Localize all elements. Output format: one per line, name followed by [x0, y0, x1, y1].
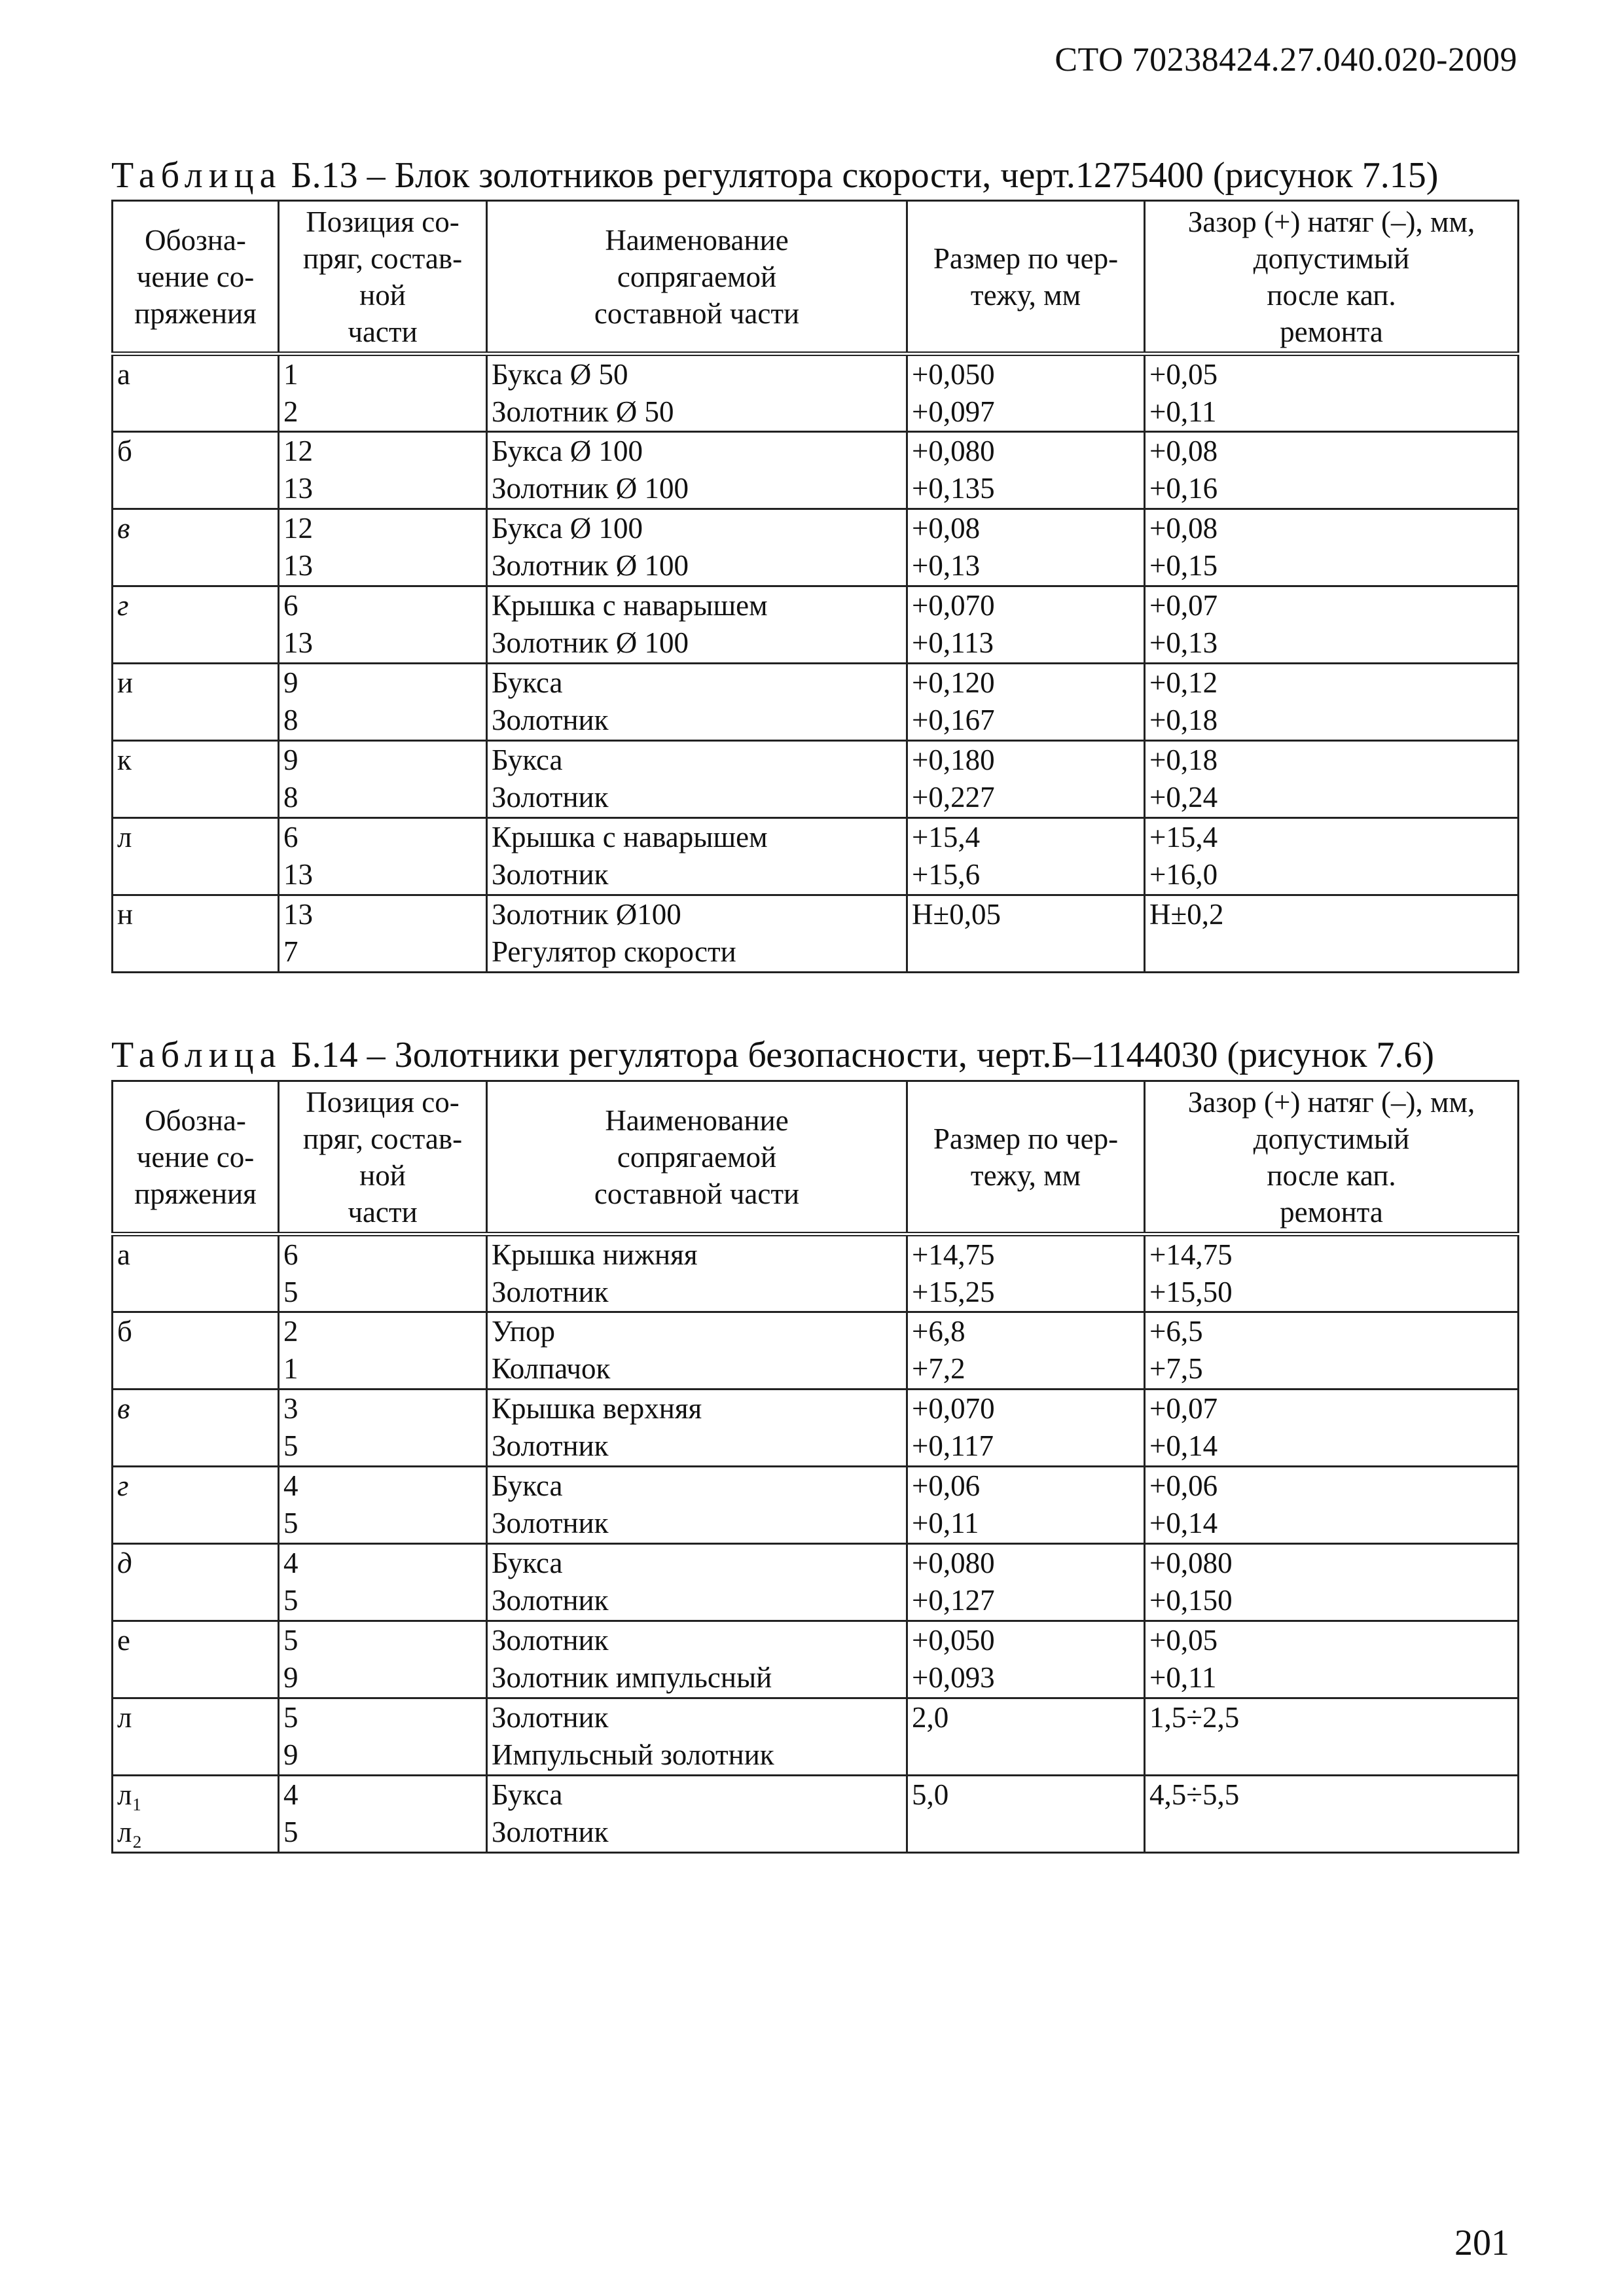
part-name-cell: [487, 741, 907, 818]
table-row: [113, 1390, 1519, 1467]
cell-line: Букса: [492, 1469, 563, 1502]
designation-cell: [113, 1776, 279, 1853]
table-row: [113, 1467, 1519, 1544]
cell-line: +0,08: [912, 512, 981, 545]
cell-line: Н±0,2: [1149, 898, 1224, 931]
cell-line: 4: [283, 1547, 298, 1579]
drawing-size-cell: [907, 1390, 1145, 1467]
header-line: части: [348, 1195, 418, 1229]
cell-line: 5: [283, 1429, 298, 1462]
column-header: [907, 1081, 1145, 1234]
clearance-cell: [1145, 1621, 1519, 1698]
clearance-cell: [1145, 1698, 1519, 1776]
cell-line: +0,06: [912, 1469, 981, 1502]
designation-cell: [113, 354, 279, 432]
cell-line: Упор: [492, 1315, 555, 1348]
cell-line: Регулятор скорости: [492, 935, 736, 968]
cell-line: Золотник: [492, 858, 609, 891]
header-line: ремонта: [1280, 1195, 1383, 1229]
designation-cell: [113, 741, 279, 818]
designation-cell: [113, 1467, 279, 1544]
table-row: [113, 586, 1519, 664]
cell-line: б: [117, 435, 132, 467]
cell-line: Золотник: [492, 1624, 609, 1657]
drawing-size-cell: [907, 1312, 1145, 1390]
position-cell: [279, 1312, 487, 1390]
designation-cell: [113, 1544, 279, 1621]
cell-line: +0,093: [912, 1661, 995, 1694]
cell-line: 9: [283, 1661, 298, 1694]
cell-line: 8: [283, 704, 298, 736]
cell-line: +0,135: [912, 472, 995, 505]
cell-line: +0,08: [1149, 435, 1218, 467]
cell-line: Букса Ø 50: [492, 358, 628, 391]
clearance-cell: [1145, 1234, 1519, 1312]
cell-line: +14,75: [1149, 1238, 1233, 1271]
header-line: чение со-: [136, 260, 255, 293]
header-line: чение со-: [136, 1140, 255, 1174]
cell-line: Золотник импульсный: [492, 1661, 772, 1694]
drawing-size-cell: [907, 432, 1145, 509]
header-line: Обозна-: [145, 223, 246, 257]
cell-line: +0,070: [912, 589, 995, 622]
header-line: Зазор (+) натяг (–), мм,: [1187, 205, 1475, 238]
cell-line: +14,75: [912, 1238, 995, 1271]
cell-line: Букса: [492, 666, 563, 699]
part-name-cell: [487, 1698, 907, 1776]
cell-line: Золотник Ø 100: [492, 626, 689, 659]
column-header: [113, 201, 279, 354]
column-header: [907, 201, 1145, 354]
header-line: сопрягаемой: [617, 260, 777, 293]
header-line: после кап.: [1267, 1158, 1396, 1192]
column-header: [279, 1081, 487, 1234]
cell-line: Крышка с наварышем: [492, 589, 768, 622]
part-name-cell: [487, 664, 907, 741]
cell-line: Золотник Ø100: [492, 898, 681, 931]
cell-line: Импульсный золотник: [492, 1738, 774, 1771]
position-cell: [279, 1776, 487, 1853]
cell-line: +0,18: [1149, 744, 1218, 776]
drawing-size-cell: [907, 1776, 1145, 1853]
cell-line: в: [117, 1392, 130, 1425]
cell-line: л₂: [117, 1816, 143, 1848]
cell-line: +0,070: [912, 1392, 995, 1425]
designation-cell: [113, 664, 279, 741]
table-row: [113, 741, 1519, 818]
cell-line: +0,05: [1149, 358, 1218, 391]
table-row: [113, 1234, 1519, 1312]
cell-line: +0,120: [912, 666, 995, 699]
column-header: [113, 1081, 279, 1234]
cell-line: +0,080: [912, 1547, 995, 1579]
cell-line: 7: [283, 935, 298, 968]
cell-line: +0,167: [912, 704, 995, 736]
cell-line: Букса: [492, 744, 563, 776]
drawing-size-cell: [907, 1621, 1145, 1698]
header-line: ной: [359, 1158, 406, 1192]
drawing-size-cell: [907, 895, 1145, 973]
cell-line: 4: [283, 1469, 298, 1502]
caption-label: Таблица: [111, 155, 282, 196]
cell-line: Крышка с наварышем: [492, 821, 768, 853]
cell-line: +0,11: [912, 1507, 979, 1539]
position-cell: [279, 1698, 487, 1776]
part-name-cell: [487, 818, 907, 895]
cell-line: +0,11: [1149, 1661, 1217, 1694]
position-cell: [279, 1544, 487, 1621]
cell-line: +7,2: [912, 1352, 965, 1385]
position-cell: [279, 1621, 487, 1698]
clearance-cell: [1145, 741, 1519, 818]
cell-line: а: [117, 1238, 130, 1271]
part-name-cell: [487, 1544, 907, 1621]
cell-line: 2,0: [912, 1701, 949, 1734]
header-line: Размер по чер-: [933, 1122, 1119, 1155]
drawing-size-cell: [907, 1467, 1145, 1544]
drawing-size-cell: [907, 741, 1145, 818]
position-cell: [279, 586, 487, 664]
position-cell: [279, 1234, 487, 1312]
position-cell: [279, 1467, 487, 1544]
cell-line: л: [117, 821, 132, 853]
position-cell: [279, 664, 487, 741]
table-row: [113, 664, 1519, 741]
cell-line: 13: [283, 858, 313, 891]
column-header: [1145, 201, 1519, 354]
cell-line: Золотник: [492, 1816, 609, 1848]
cell-line: +16,0: [1149, 858, 1218, 891]
cell-line: +0,050: [912, 1624, 995, 1657]
table-row: [113, 432, 1519, 509]
cell-line: +0,080: [1149, 1547, 1233, 1579]
cell-line: Золотник: [492, 1701, 609, 1734]
clearance-cell: [1145, 1544, 1519, 1621]
table-header-row: [113, 1081, 1519, 1234]
header-line: Наименование: [605, 223, 789, 257]
cell-line: +0,14: [1149, 1507, 1218, 1539]
clearance-cell: [1145, 1776, 1519, 1853]
header-line: ремонта: [1280, 315, 1383, 348]
cell-line: 9: [283, 1738, 298, 1771]
cell-line: Крышка нижняя: [492, 1238, 698, 1271]
cell-line: Золотник: [492, 781, 609, 814]
cell-line: +0,227: [912, 781, 995, 814]
designation-cell: [113, 432, 279, 509]
cell-line: 8: [283, 781, 298, 814]
cell-line: 12: [283, 512, 313, 545]
table-b13-caption: [111, 154, 1517, 196]
cell-line: Золотник: [492, 1429, 609, 1462]
cell-line: е: [117, 1624, 130, 1657]
header-line: тежу, мм: [970, 278, 1081, 312]
header-line: после кап.: [1267, 278, 1396, 312]
cell-line: 2: [283, 1315, 298, 1348]
cell-line: 4: [283, 1778, 298, 1811]
cell-line: б: [117, 1315, 132, 1348]
table-row: [113, 354, 1519, 432]
cell-line: в: [117, 512, 130, 545]
cell-line: 6: [283, 1238, 298, 1271]
designation-cell: [113, 586, 279, 664]
cell-line: +0,07: [1149, 589, 1218, 622]
cell-line: г: [117, 589, 129, 622]
cell-line: Букса: [492, 1778, 563, 1811]
cell-line: +0,080: [912, 435, 995, 467]
cell-line: Золотник: [492, 1507, 609, 1539]
column-header: [487, 201, 907, 354]
header-line: пряг, состав-: [302, 1122, 463, 1155]
cell-line: +0,11: [1149, 395, 1217, 428]
cell-line: л₁: [117, 1778, 143, 1811]
table-row: [113, 1544, 1519, 1621]
cell-line: +15,4: [1149, 821, 1218, 853]
cell-line: л: [117, 1701, 132, 1734]
cell-line: +0,180: [912, 744, 995, 776]
cell-line: +0,127: [912, 1584, 995, 1617]
cell-line: +7,5: [1149, 1352, 1203, 1385]
part-name-cell: [487, 895, 907, 973]
clearance-cell: [1145, 664, 1519, 741]
table-b14: [111, 1080, 1519, 1854]
cell-line: и: [117, 666, 134, 699]
cell-line: +0,150: [1149, 1584, 1233, 1617]
clearance-cell: [1145, 509, 1519, 586]
cell-line: 5: [283, 1701, 298, 1734]
table-header-row: [113, 201, 1519, 354]
cell-line: +0,12: [1149, 666, 1218, 699]
cell-line: +0,06: [1149, 1469, 1218, 1502]
cell-line: Букса: [492, 1547, 563, 1579]
cell-line: +0,097: [912, 395, 995, 428]
header-line: Позиция со-: [306, 205, 460, 238]
cell-line: д: [117, 1547, 132, 1579]
cell-line: а: [117, 358, 130, 391]
cell-line: +15,4: [912, 821, 981, 853]
header-line: ной: [359, 278, 406, 312]
clearance-cell: [1145, 1467, 1519, 1544]
cell-line: 13: [283, 549, 313, 582]
designation-cell: [113, 818, 279, 895]
designation-cell: [113, 1312, 279, 1390]
cell-line: +0,050: [912, 358, 995, 391]
cell-line: 3: [283, 1392, 298, 1425]
header-line: составной части: [594, 1177, 800, 1210]
header-line: Размер по чер-: [933, 242, 1119, 275]
table-row: [113, 1776, 1519, 1853]
designation-cell: [113, 1698, 279, 1776]
header-line: пряг, состав-: [302, 242, 463, 275]
document-code: СТО 70238424.27.040.020-2009: [1055, 41, 1517, 79]
cell-line: +0,18: [1149, 704, 1218, 736]
cell-line: 13: [283, 472, 313, 505]
position-cell: [279, 818, 487, 895]
header-line: пряжения: [134, 296, 257, 330]
column-header: [279, 201, 487, 354]
cell-line: 5: [283, 1507, 298, 1539]
cell-line: 6: [283, 589, 298, 622]
cell-line: +6,8: [912, 1315, 965, 1348]
part-name-cell: [487, 1621, 907, 1698]
caption-label: Таблица: [111, 1035, 282, 1075]
cell-line: +0,14: [1149, 1429, 1218, 1462]
cell-line: 9: [283, 744, 298, 776]
cell-line: Колпачок: [492, 1352, 611, 1385]
cell-line: Золотник Ø 100: [492, 549, 689, 582]
clearance-cell: [1145, 818, 1519, 895]
drawing-size-cell: [907, 354, 1145, 432]
header-line: тежу, мм: [970, 1158, 1081, 1192]
cell-line: 1,5÷2,5: [1149, 1701, 1240, 1734]
part-name-cell: [487, 1390, 907, 1467]
cell-line: Золотник: [492, 704, 609, 736]
designation-cell: [113, 509, 279, 586]
cell-line: н: [117, 898, 134, 931]
table-b14-caption: [111, 1034, 1517, 1076]
cell-line: +0,08: [1149, 512, 1218, 545]
cell-line: 5: [283, 1276, 298, 1308]
part-name-cell: [487, 586, 907, 664]
column-header: [487, 1081, 907, 1234]
page-number: 201: [1454, 2223, 1509, 2263]
position-cell: [279, 1390, 487, 1467]
designation-cell: [113, 1234, 279, 1312]
cell-line: 5: [283, 1624, 298, 1657]
header-line: допустимый: [1253, 1122, 1410, 1155]
clearance-cell: [1145, 586, 1519, 664]
table-row: [113, 1698, 1519, 1776]
designation-cell: [113, 895, 279, 973]
clearance-cell: [1145, 432, 1519, 509]
cell-line: Золотник: [492, 1584, 609, 1617]
cell-line: 4,5÷5,5: [1149, 1778, 1240, 1811]
part-name-cell: [487, 1776, 907, 1853]
header-line: составной части: [594, 296, 800, 330]
cell-line: 5: [283, 1584, 298, 1617]
cell-line: +0,07: [1149, 1392, 1218, 1425]
cell-line: Букса Ø 100: [492, 512, 643, 545]
position-cell: [279, 509, 487, 586]
cell-line: 12: [283, 435, 313, 467]
header-line: Позиция со-: [306, 1085, 460, 1119]
cell-line: +6,5: [1149, 1315, 1203, 1348]
position-cell: [279, 741, 487, 818]
drawing-size-cell: [907, 1698, 1145, 1776]
cell-line: +15,50: [1149, 1276, 1233, 1308]
part-name-cell: [487, 1312, 907, 1390]
table-row: [113, 895, 1519, 973]
position-cell: [279, 895, 487, 973]
cell-line: +0,05: [1149, 1624, 1218, 1657]
cell-line: +0,113: [912, 626, 994, 659]
table-row: [113, 1312, 1519, 1390]
table-row: [113, 509, 1519, 586]
part-name-cell: [487, 354, 907, 432]
cell-line: 6: [283, 821, 298, 853]
part-name-cell: [487, 432, 907, 509]
header-line: части: [348, 315, 418, 348]
cell-line: Золотник Ø 100: [492, 472, 689, 505]
cell-line: Букса Ø 100: [492, 435, 643, 467]
part-name-cell: [487, 1467, 907, 1544]
cell-line: к: [117, 744, 132, 776]
header-line: Зазор (+) натяг (–), мм,: [1187, 1085, 1475, 1119]
clearance-cell: [1145, 895, 1519, 973]
cell-line: +0,16: [1149, 472, 1218, 505]
designation-cell: [113, 1621, 279, 1698]
part-name-cell: [487, 1234, 907, 1312]
clearance-cell: [1145, 354, 1519, 432]
designation-cell: [113, 1390, 279, 1467]
position-cell: [279, 354, 487, 432]
table-row: [113, 818, 1519, 895]
drawing-size-cell: [907, 1234, 1145, 1312]
cell-line: Н±0,05: [912, 898, 1001, 931]
table-b13: [111, 200, 1519, 973]
clearance-cell: [1145, 1312, 1519, 1390]
drawing-size-cell: [907, 1544, 1145, 1621]
header-line: сопрягаемой: [617, 1140, 777, 1174]
cell-line: г: [117, 1469, 129, 1502]
drawing-size-cell: [907, 586, 1145, 664]
cell-line: 13: [283, 626, 313, 659]
position-cell: [279, 432, 487, 509]
drawing-size-cell: [907, 509, 1145, 586]
part-name-cell: [487, 509, 907, 586]
header-line: Наименование: [605, 1103, 789, 1137]
cell-line: +0,13: [912, 549, 981, 582]
drawing-size-cell: [907, 664, 1145, 741]
cell-line: +15,6: [912, 858, 981, 891]
header-line: пряжения: [134, 1177, 257, 1210]
cell-line: +15,25: [912, 1276, 995, 1308]
header-line: Обозна-: [145, 1103, 246, 1137]
cell-line: +0,117: [912, 1429, 994, 1462]
cell-line: +0,13: [1149, 626, 1218, 659]
cell-line: Золотник Ø 50: [492, 395, 674, 428]
cell-line: 5: [283, 1816, 298, 1848]
cell-line: 1: [283, 1352, 298, 1385]
cell-line: 5,0: [912, 1778, 949, 1811]
cell-line: Крышка верхняя: [492, 1392, 702, 1425]
drawing-size-cell: [907, 818, 1145, 895]
column-header: [1145, 1081, 1519, 1234]
caption-text: Б.14 – Золотники регулятора безопасности, черт.Б–1144030 (рисунок 7.6): [281, 1035, 1435, 1075]
clearance-cell: [1145, 1390, 1519, 1467]
cell-line: 13: [283, 898, 313, 931]
table-row: [113, 1621, 1519, 1698]
cell-line: 2: [283, 395, 298, 428]
header-line: допустимый: [1253, 242, 1410, 275]
cell-line: 1: [283, 358, 298, 391]
caption-text: Б.13 – Блок золотников регулятора скорости, черт.1275400 (рисунок 7.15): [281, 155, 1439, 196]
cell-line: +0,24: [1149, 781, 1218, 814]
cell-line: 9: [283, 666, 298, 699]
cell-line: Золотник: [492, 1276, 609, 1308]
cell-line: +0,15: [1149, 549, 1218, 582]
